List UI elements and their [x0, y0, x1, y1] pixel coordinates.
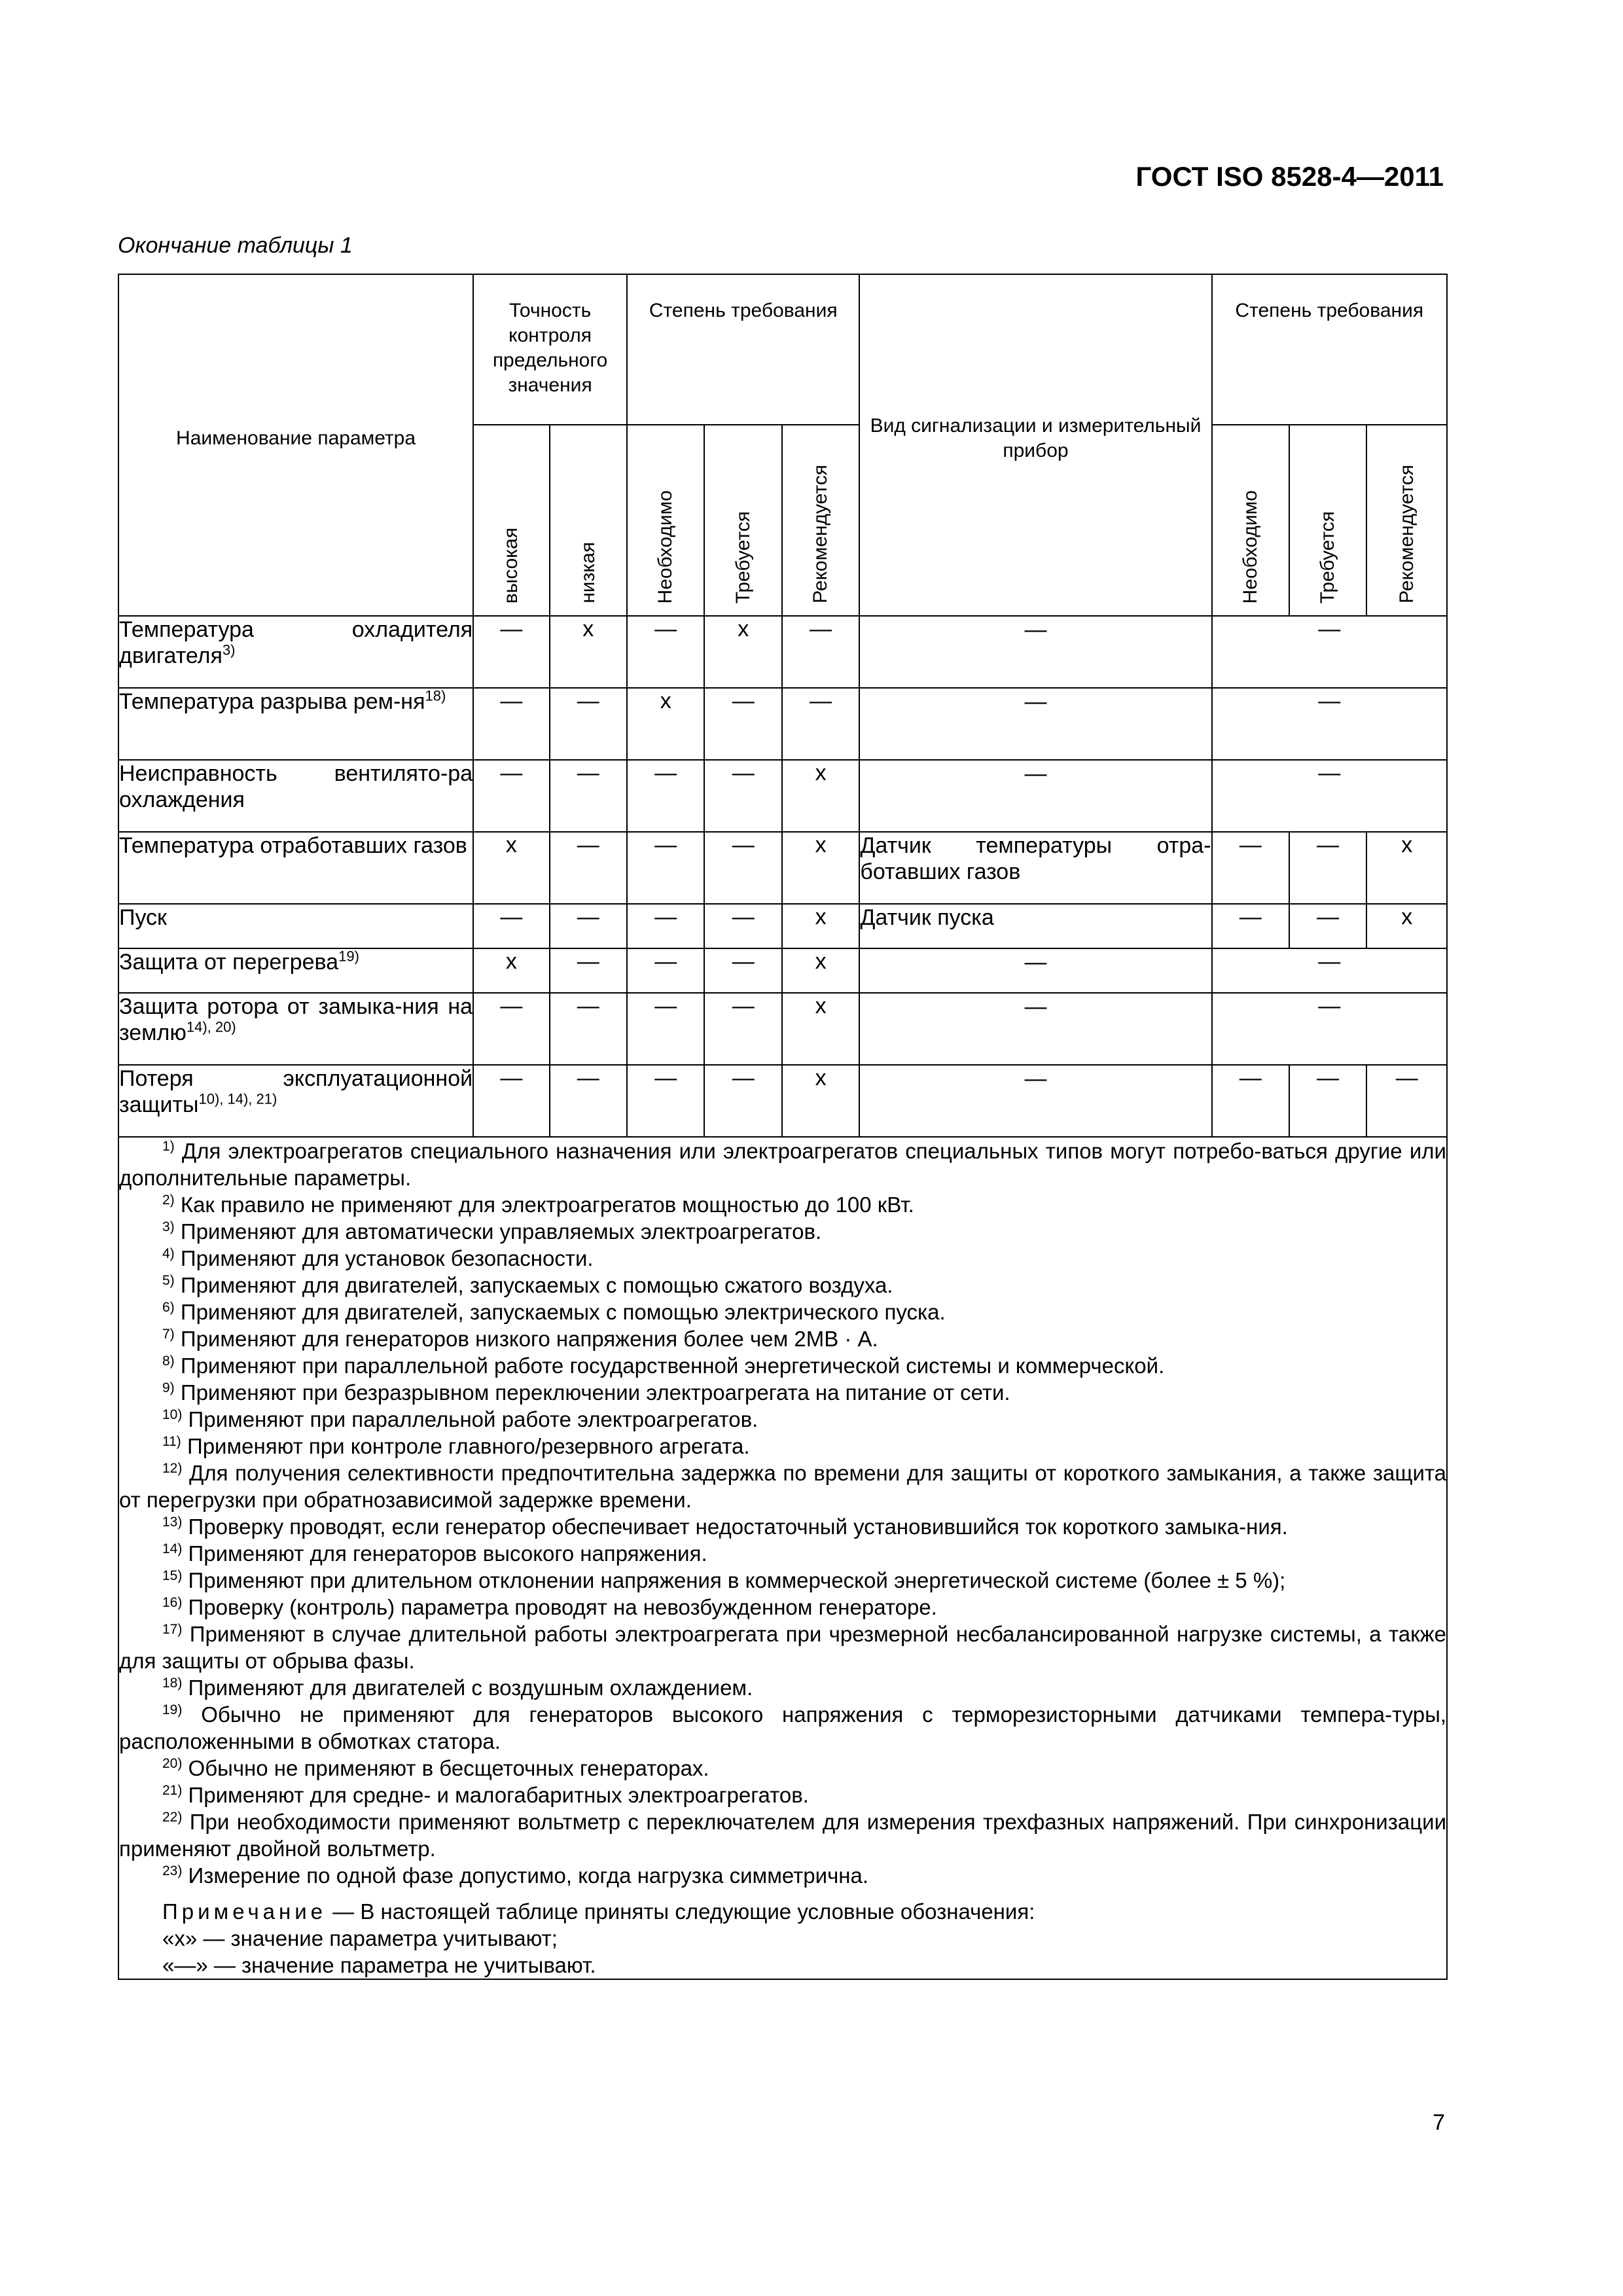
table-row [118, 832, 1447, 904]
cell-required: — [704, 760, 781, 832]
cell-recommended: х [782, 904, 859, 948]
cell-low: — [550, 688, 627, 760]
header-req-recommended: Рекомендуется [782, 425, 859, 616]
param-name: Защита от перегрева$^{19)}$ [118, 948, 473, 993]
cell-req2-merged: — [1212, 616, 1448, 688]
document-code: ГОСТ ISO 8528-4—2011 [1135, 161, 1444, 192]
header-req-required: Требуется [704, 425, 781, 616]
footnote-item: $^{11)}$ Применяют при контроле главного/резервного агрегата. [162, 1434, 750, 1458]
table-row [118, 948, 1447, 993]
cell-signal: Датчик пуска [859, 904, 1211, 948]
footnote-item: $^{14)}$ Применяют для генераторов высокого напряжения. [162, 1541, 707, 1566]
cell-recommended: х [782, 1065, 859, 1137]
param-name: Температура отработавших газов [118, 832, 473, 904]
cell-high: — [473, 616, 549, 688]
header-req2-needed: Необходимо [1212, 425, 1289, 616]
cell-signal: — [859, 760, 1211, 832]
footnote-item: $^{23)}$ Измерение по одной фазе допустимо, когда нагрузка симметрична. [162, 1863, 869, 1888]
cell-req2-required: — [1289, 832, 1366, 904]
table-row [118, 993, 1447, 1065]
header-requirement-2: Степень требования [1212, 274, 1448, 425]
header-req-needed: Необходимо [627, 425, 704, 616]
cell-signal: — [859, 948, 1211, 993]
cell-low: — [550, 832, 627, 904]
cell-req2-recommended: х [1366, 904, 1447, 948]
footnote-item: $^{21)}$ Применяют для средне- и малогабаритных электроагрегатов. [162, 1783, 809, 1807]
cell-required: — [704, 832, 781, 904]
table-row [118, 1065, 1447, 1137]
cell-high: — [473, 904, 549, 948]
cell-needed: х [627, 688, 704, 760]
table-row [118, 688, 1447, 760]
param-name: Защита ротора от замыка-ния на землю$^{14), 20)}$ [118, 993, 473, 1065]
parameters-table [118, 274, 1448, 1980]
footnote-item: $^{10)}$ Применяют при параллельной работе электроагрегатов. [162, 1407, 758, 1431]
footnote-item: $^{13)}$ Проверку проводят, если генератор обеспечивает недостаточный установившийся ток короткого замыка-ния. [162, 1515, 1288, 1539]
cell-needed: — [627, 616, 704, 688]
footnote-item: $^{6)}$ Применяют для двигателей, запускаемых с помощью электрического пуска. [162, 1300, 946, 1324]
footnote-item: $^{3)}$ Применяют для автоматически управляемых электроагрегатов. [162, 1219, 822, 1244]
table-row [118, 904, 1447, 948]
cell-required: — [704, 904, 781, 948]
header-requirement: Степень требования [627, 274, 859, 425]
cell-low: — [550, 993, 627, 1065]
footnote-item: $^{12)}$ Для получения селективности предпочтительна задержка по времени для защиты от короткого замыкания, а также защита от перегрузки при обратнозависимой задержке времени. [119, 1461, 1446, 1512]
footnote-item: $^{2)}$ Как правило не применяют для электроагрегатов мощностью до 100 кВт. [162, 1193, 914, 1217]
table-caption: Окончание таблицы 1 [118, 233, 353, 258]
header-signal-type: Вид сигнализации и измерительный прибор [859, 274, 1211, 616]
cell-signal: Датчик температуры отра-ботавших газов [859, 832, 1211, 904]
footnote-item: $^{8)}$ Применяют при параллельной работе государственной энергетической системы и коммерческой. [162, 1354, 1165, 1378]
cell-high: — [473, 1065, 549, 1137]
remark: Примечание — В настоящей таблице приняты следующие условные обозначения: [162, 1899, 1035, 1924]
header-parameter-name: Наименование параметра [118, 274, 473, 616]
cell-needed: — [627, 993, 704, 1065]
cell-low: — [550, 948, 627, 993]
cell-low: — [550, 1065, 627, 1137]
cell-req2-needed: — [1212, 904, 1289, 948]
cell-signal: — [859, 688, 1211, 760]
cell-recommended: — [782, 616, 859, 688]
header-accuracy-high: высокая [473, 425, 549, 616]
cell-req2-recommended: х [1366, 832, 1447, 904]
footnotes [118, 1137, 1447, 1979]
footnote-item: $^{19)}$ Обычно не применяют для генераторов высокого напряжения с терморезисторными датчиками темпера-туры, расположенными в обмотках статора. [119, 1702, 1446, 1753]
cell-req2-merged: — [1212, 993, 1448, 1065]
param-name: Температура разрыва рем-$ня^{18)}$ [118, 688, 473, 760]
cell-recommended: — [782, 688, 859, 760]
cell-signal: — [859, 1065, 1211, 1137]
cell-low: — [550, 760, 627, 832]
param-name: Пуск [118, 904, 473, 948]
cell-high: — [473, 760, 549, 832]
cell-low: — [550, 904, 627, 948]
cell-needed: — [627, 1065, 704, 1137]
cell-recommended: х [782, 948, 859, 993]
cell-recommended: х [782, 760, 859, 832]
cell-recommended: х [782, 993, 859, 1065]
cell-high: х [473, 832, 549, 904]
page-number: 7 [1433, 2110, 1445, 2135]
table-row [118, 760, 1447, 832]
footnote-item: $^{17)}$ Применяют в случае длительной работы электроагрегата при чрезмерной несбалансированной нагрузке системы, а также для защиты от обрыва фазы. [119, 1622, 1446, 1673]
footnote-item: $^{18)}$ Применяют для двигателей с воздушным охлаждением. [162, 1676, 753, 1700]
cell-req2-required: — [1289, 904, 1366, 948]
param-name: Температура охладителя двигателя$^{3)}$ [118, 616, 473, 688]
cell-req2-merged: — [1212, 948, 1448, 993]
cell-low: х [550, 616, 627, 688]
param-name: Потеря эксплуатационной защиты$^{10), 14), 21)}$ [118, 1065, 473, 1137]
cell-required: х [704, 616, 781, 688]
cell-needed: — [627, 832, 704, 904]
cell-high: — [473, 993, 549, 1065]
param-name: Неисправность вентилято-ра охлаждения [118, 760, 473, 832]
footnote-item: $^{5)}$ Применяют для двигателей, запускаемых с помощью сжатого воздуха. [162, 1273, 893, 1297]
remark-line-2: «—» — значение параметра не учитывают. [162, 1953, 596, 1977]
footnote-item: $^{9)}$ Применяют при безразрывном переключении электроагрегата на питание от сети. [162, 1380, 1010, 1405]
footnotes-list [119, 1138, 1446, 1889]
footnote-item: $^{7)}$ Применяют для генераторов низкого напряжения более чем 2МВ · А. [162, 1327, 878, 1351]
cell-req2-merged: — [1212, 760, 1448, 832]
footnote-item: $^{1)}$ Для электроагрегатов специального назначения или электроагрегатов специальных типов могут потребо-ваться другие или дополнительные параметры. [119, 1139, 1446, 1190]
cell-high: — [473, 688, 549, 760]
footnote-item: $^{20)}$ Обычно не применяют в бесщеточных генераторах. [162, 1756, 709, 1780]
footnotes-row [118, 1137, 1447, 1979]
cell-needed: — [627, 948, 704, 993]
footnote-item: $^{22)}$ При необходимости применяют вольтметр с переключателем для измерения трехфазных напряжений. При синхронизации применяют двойной вольтметр. [119, 1810, 1446, 1861]
cell-required: — [704, 688, 781, 760]
header-accuracy-low: низкая [550, 425, 627, 616]
cell-required: — [704, 1065, 781, 1137]
cell-req2-merged: — [1212, 688, 1448, 760]
cell-needed: — [627, 904, 704, 948]
cell-required: — [704, 993, 781, 1065]
cell-req2-recommended: — [1366, 1065, 1447, 1137]
header-req2-recommended: Рекомендуется [1366, 425, 1447, 616]
footnote-item: $^{4)}$ Применяют для установок безопасности. [162, 1246, 594, 1270]
cell-req2-needed: — [1212, 832, 1289, 904]
cell-req2-needed: — [1212, 1065, 1289, 1137]
cell-req2-required: — [1289, 1065, 1366, 1137]
cell-required: — [704, 948, 781, 993]
header-req2-required: Требуется [1289, 425, 1366, 616]
footnote-item: $^{16)}$ Проверку (контроль) параметра проводят на невозбужденном генераторе. [162, 1595, 937, 1619]
cell-signal: — [859, 616, 1211, 688]
cell-recommended: х [782, 832, 859, 904]
cell-needed: — [627, 760, 704, 832]
table-row [118, 616, 1447, 688]
cell-signal: — [859, 993, 1211, 1065]
cell-high: х [473, 948, 549, 993]
header-accuracy: Точность контроля предельного значения [473, 274, 627, 425]
remark-line-1: «х» — значение параметра учитывают; [162, 1926, 558, 1950]
footnote-item: $^{15)}$ Применяют при длительном отклонении напряжения в коммерческой энергетической системе (более ± 5 %); [162, 1568, 1286, 1592]
